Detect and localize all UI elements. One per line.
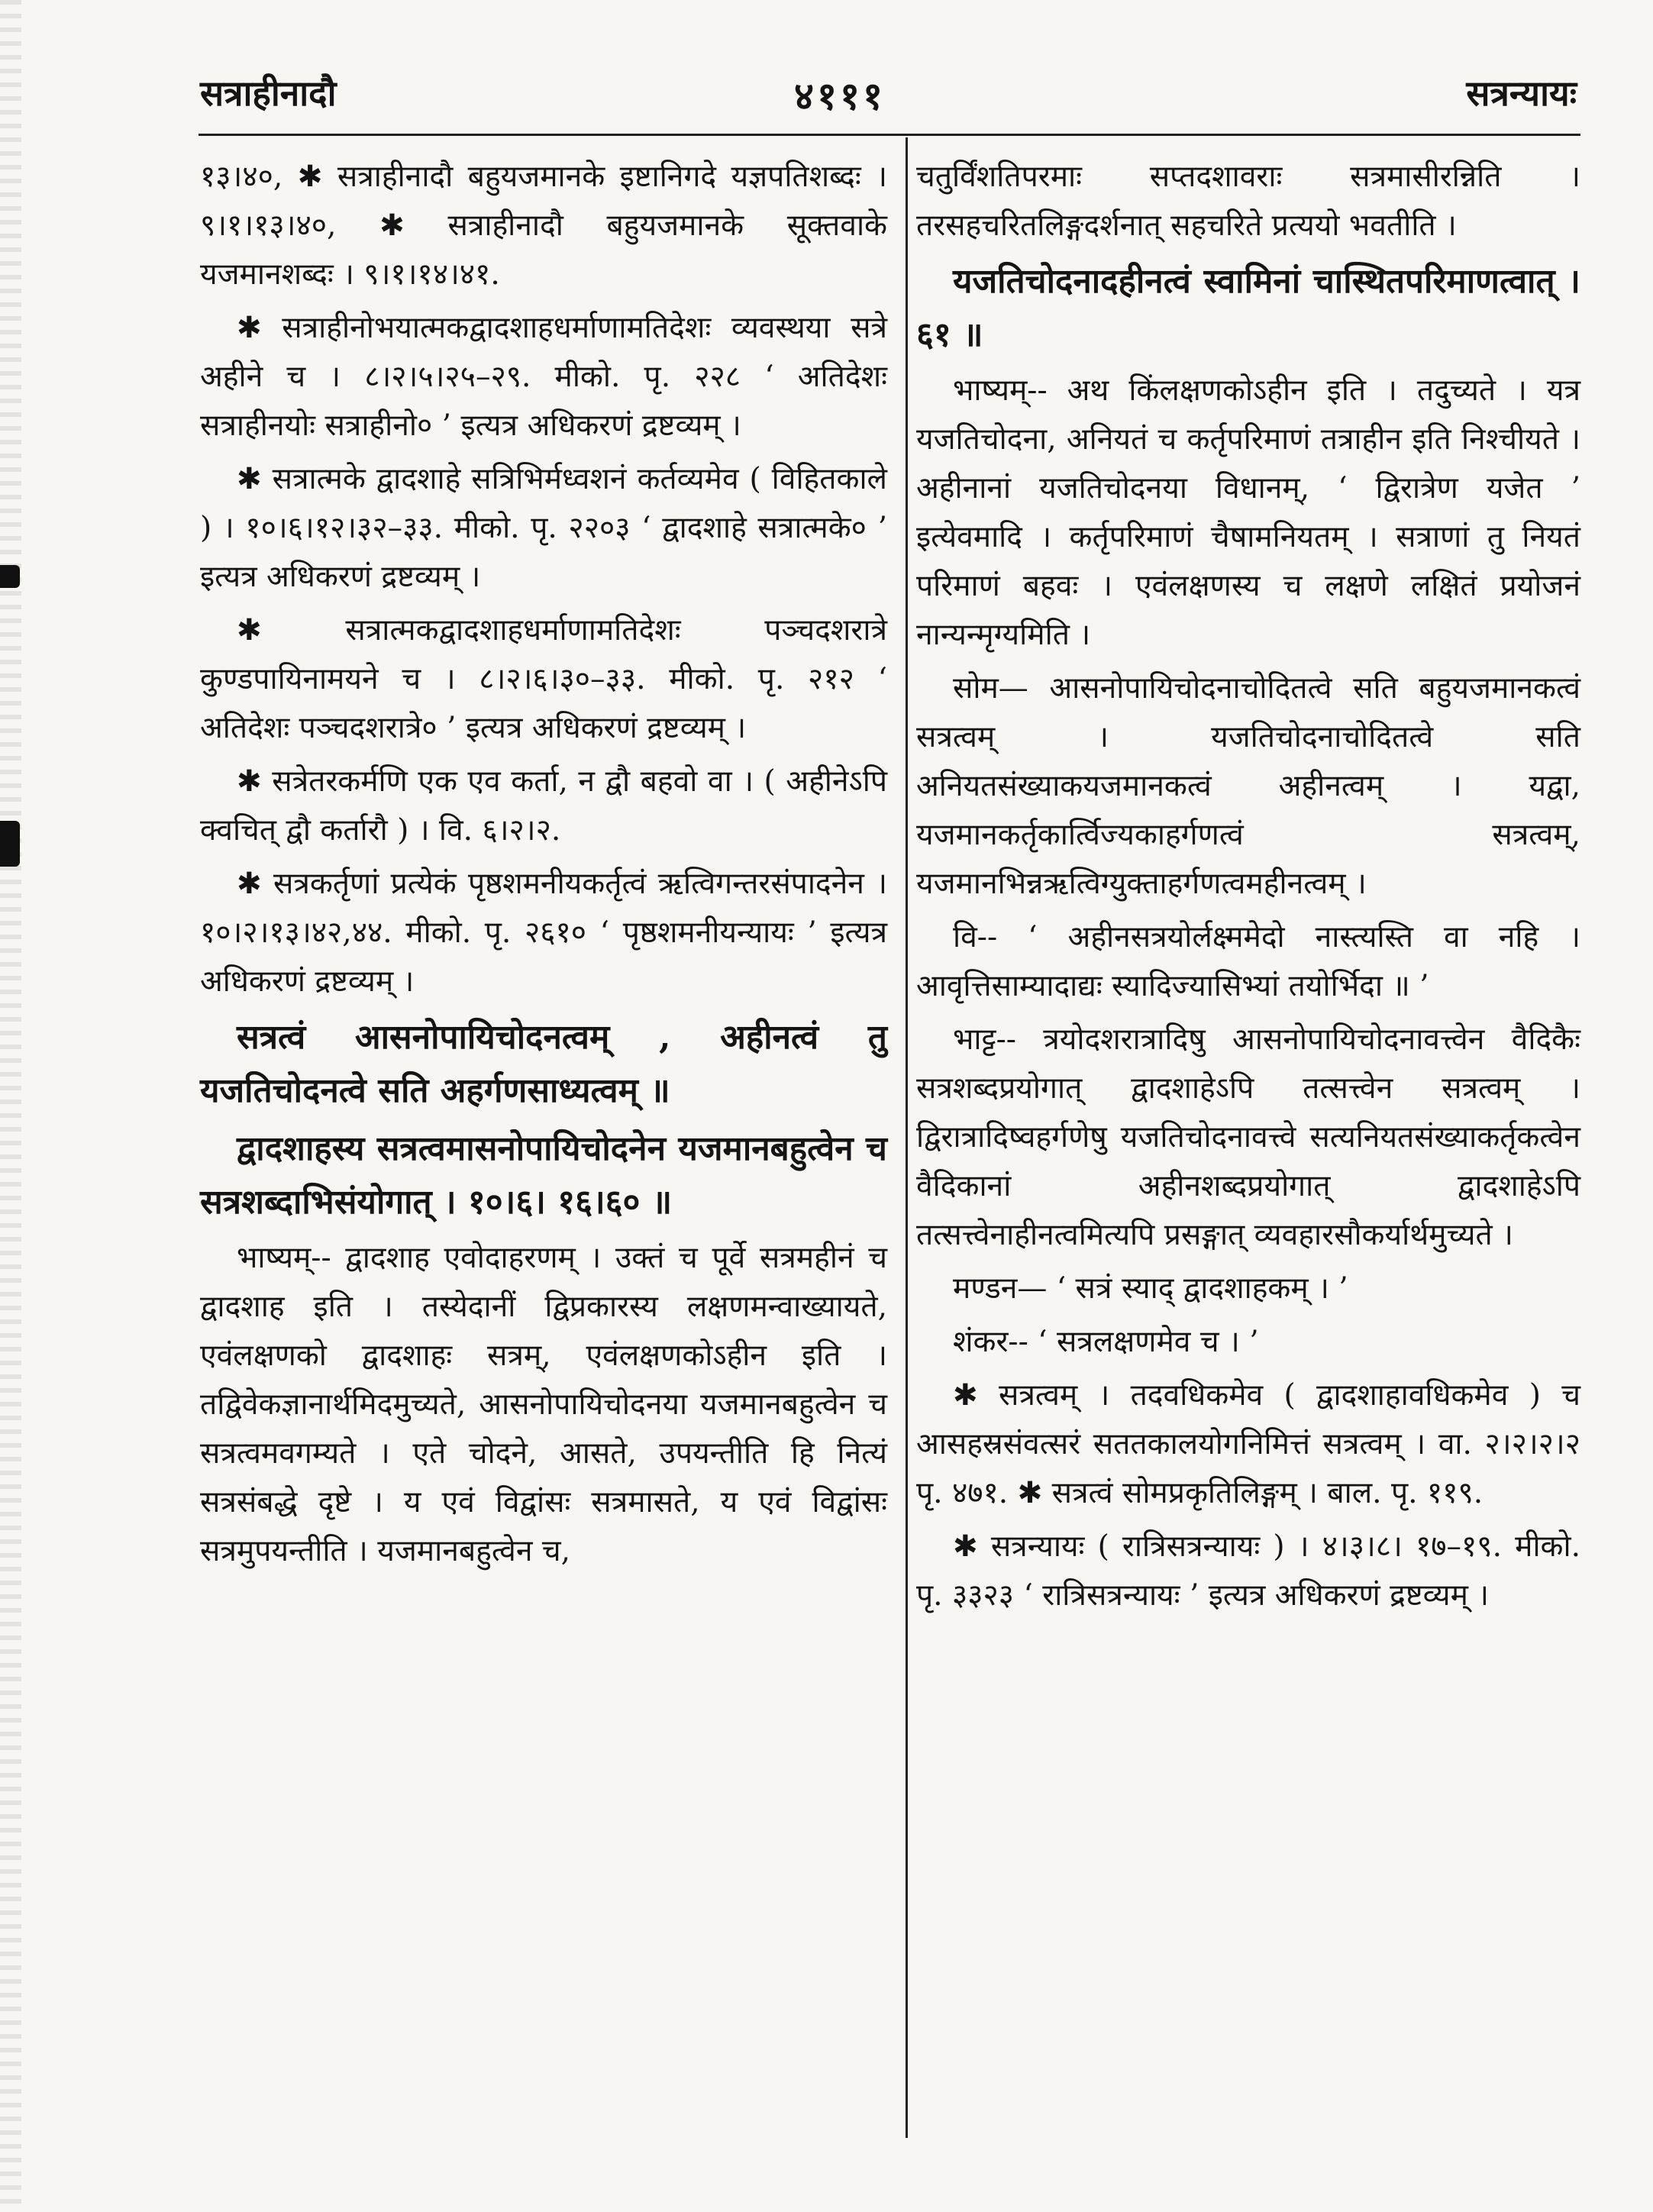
column-divider (906, 137, 908, 2138)
entry: ✱ सत्रात्मके द्वादशाहे सत्रिभिर्मध्वशनं कर्तव्यमेव ( विहितकाले ) । १०।६।१२।३२–३३. मीको. पृ. २२०३ ‘ द्वादशाहे सत्रात्मके० ’ इत्यत्र अधिकरणं द्रष्टव्यम् । (200, 462, 887, 594)
entry: ✱ सत्रत्वम् । तदवधिकमेव ( द्वादशाहावधिकमेव ) च आसहस्रसंवत्सरं सततकालयोगनिमित्तं सत्रत्वम् । वा. २।२।२।२ पृ. ४७१. ✱ सत्रत्वं सोमप्रकृतिलिङ्गम् । बाल. पृ. ११९. (916, 1378, 1580, 1510)
entry: ✱ सत्रेतरकर्मणि एक एव कर्ता, न द्वौ बहवो वा । ( अहीनेऽपि क्वचित् द्वौ कर्तारौ ) । वि. ६।२।२. (200, 764, 887, 848)
left-column (200, 153, 887, 1581)
header-right-keyword: सत्रन्यायः (1466, 73, 1577, 114)
entry: ✱ सत्रकर्तृणां प्रत्येकं पृष्ठशमनीयकर्तृत्वं ऋत्विगन्तरसंपादनेन । १०।२।१३।४२,४४. मीको. पृ. २६१० ‘ पृष्ठशमनीयन्यायः ’ इत्यत्र अधिकरणं द्रष्टव्यम् । (200, 867, 887, 999)
page-header (0, 69, 1653, 130)
sutra: द्वादशाहस्य सत्रत्वमासनोपायिचोदनेन यजमानबहुत्वेन च सत्रशब्दाभिसंयोगात् । १०।६। १६।६० ॥ (200, 1129, 887, 1222)
commentary-bhatta: भाट्ट-- त्रयोदशरात्रादिषु आसनोपायिचोदनावत्त्वेन वैदिकैः सत्रशब्दप्रयोगात् द्वादशाहेऽपि तत्सत्त्वेन सत्रत्वम् । द्विरात्रादिष्वहर्गणेषु यजतिचोदनावत्त्वे सत्यनियतसंख्याकर्तृकत्वेन वैदिकानां अहीनशब्दप्रयोगात् द्वादशाहेऽपि तत्सत्त्वेनाहीनत्वमित्यपि प्रसङ्गात् व्यवहारसौकर्यार्थमुच्यते । (916, 1022, 1580, 1252)
entry: ✱ सत्रात्मकद्वादशाहधर्माणामतिदेशः पञ्चदशरात्रे कुण्डपायिनामयने च । ८।२।६।३०–३३. मीको. पृ. २१२ ‘ अतिदेशः पञ्चदशरात्रे० ’ इत्यत्र अधिकरणं द्रष्टव्यम् । (200, 613, 887, 745)
scan-blot (0, 821, 20, 867)
entry: ✱ सत्रन्यायः ( रात्रिसत्रन्यायः ) । ४।३।८। १७–१९. मीको. पृ. ३३२३ ‘ रात्रिसत्रन्यायः ’ इत्यत्र अधिकरणं द्रष्टव्यम् । (916, 1529, 1580, 1613)
scan-blot (0, 565, 20, 588)
header-left-keyword: सत्राहीनादौ (200, 73, 337, 114)
bhashya: भाष्यम्-- द्वादशाह एवोदाहरणम् । उक्तं च पूर्वे सत्रमहीनं च द्वादशाह इति । तस्येदानीं द्विप्रकारस्य लक्षणमन्वाख्यायते, एवंलक्षणको द्वादशाहः सत्रम्, एवंलक्षणकोऽहीन इति । तद्विवेकज्ञानार्थमिदमुच्यते, आसनोपायिचोदनया यजमानबहुत्वेन च सत्रत्वमवगम्यते । एते चोदने, आसते, उपयन्तीति हि नित्यं सत्रसंबद्धे दृष्टे । य एवं विद्वांसः सत्रमासते, य एवं विद्वांसः सत्रमुपयन्तीति । यजमानबहुत्वेन च, (200, 1241, 887, 1568)
bhashya: भाष्यम्-- अथ किंलक्षणकोऽहीन इति । तदुच्यते । यत्र यजतिचोदना, अनियतं च कर्तृपरिमाणं तत्राहीन इति निश्चीयते । अहीनानां यजतिचोदनया विधानम्, ‘ द्विरात्रेण यजेत ’ इत्येवमादि । कर्तृपरिमाणं चैषामनियतम् । सत्राणां तु नियतं परिमाणं बहवः । एवंलक्षणस्य च लक्षणे लक्षितं प्रयोजनं नान्यन्मृग्यमिति । (916, 373, 1580, 652)
header-rule (199, 134, 1580, 136)
commentary-soma: सोम— आसनोपायिचोदनाचोदितत्वे सति बहुयजमानकत्वं सत्रत्वम् । यजतिचोदनाचोदितत्वे सति अनियतसंख्याकयजमानकत्वं अहीनत्वम् । यद्वा, यजमानकर्तृकार्त्विज्यकाहर्गणत्वं सत्रत्वम्, यजमानभिन्नऋत्विग्युक्ताहर्गणत्वमहीनत्वम् । (916, 671, 1580, 901)
entry: चतुर्विंशतिपरमाः सप्तदशावराः सत्रमासीरन्निति । तरसहचरितलिङ्गदर्शनात् सहचरिते प्रत्ययो भवतीति । (916, 160, 1580, 243)
right-column (916, 153, 1580, 1625)
commentary-mandana: मण्डन— ‘ सत्रं स्याद् द्वादशाहकम् । ’ (953, 1271, 1348, 1306)
sutra-heading: सत्रत्वं आसनोपायिचोदनत्वम् , अहीनत्वं तु यजतिचोदनत्वे सति अहर्गणसाध्यत्वम् ॥ (200, 1018, 887, 1110)
commentary-vi: वि-- ‘ अहीनसत्रयोर्लक्ष्ममेदो नास्त्यस्ति वा नहि । आवृत्तिसाम्यादाद्यः स्यादिज्यासिभ्यां तयोर्भिदा ॥ ’ (916, 920, 1580, 1003)
page-number: ४१११ (794, 73, 886, 118)
entry: १३।४०, ✱ सत्राहीनादौ बहुयजमानके इष्टानिगदे यज्ञपतिशब्दः । ९।१।१३।४०, ✱ सत्राहीनादौ बहुयजमानके सूक्तवाके यजमानशब्दः । ९।१।१४।४१. (200, 160, 887, 292)
commentary-shankara: शंकर-- ‘ सत्रलक्षणमेव च । ’ (953, 1325, 1259, 1359)
sutra: यजतिचोदनादहीनत्वं स्वामिनां चास्थितपरिमाणत्वात् । ६१ ॥ (916, 262, 1580, 354)
scan-edge (0, 0, 21, 2212)
entry: ✱ सत्राहीनोभयात्मकद्वादशाहधर्माणामतिदेशः व्यवस्थया सत्रे अहीने च । ८।२।५।२५–२९. मीको. पृ. २२८ ‘ अतिदेशः सत्राहीनयोः सत्राहीनो० ’ इत्यत्र अधिकरणं द्रष्टव्यम् । (200, 311, 887, 443)
